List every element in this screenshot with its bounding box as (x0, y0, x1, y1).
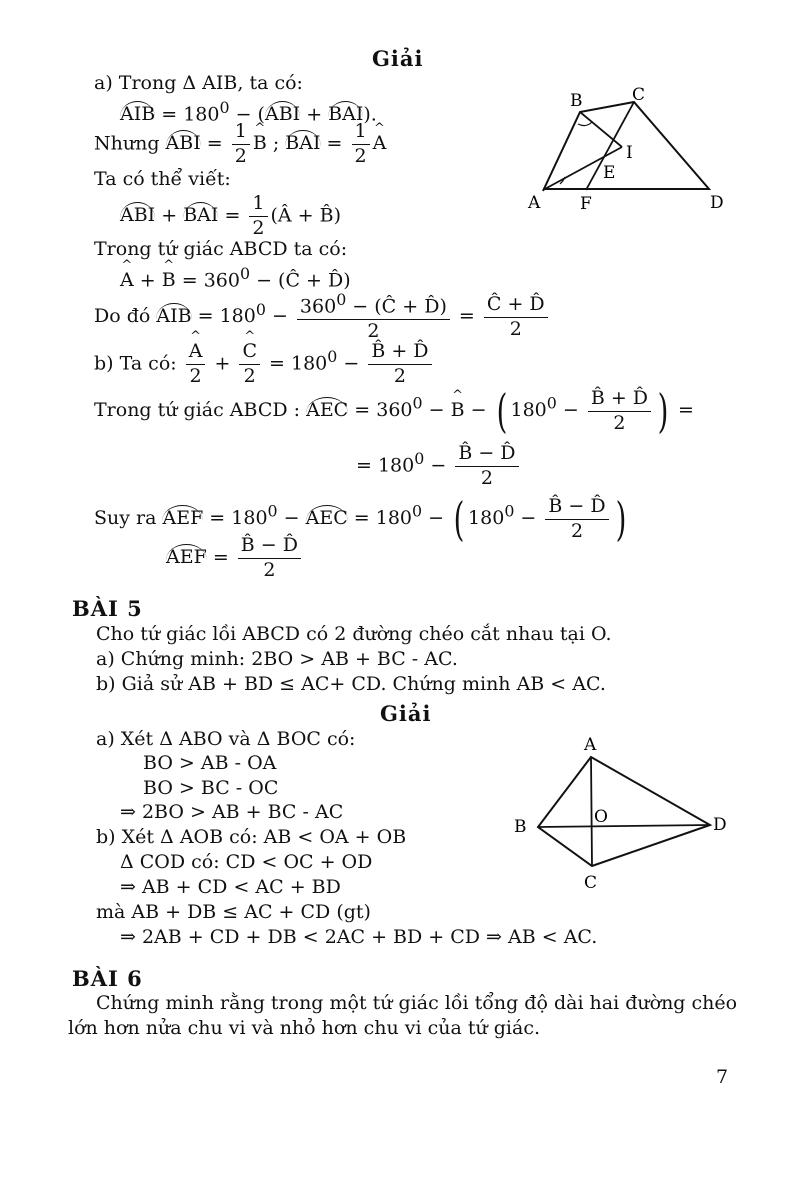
label-c: C (584, 873, 598, 893)
bisector-b (580, 112, 622, 147)
diagonal-bd (538, 825, 710, 827)
page-number: 7 (716, 1066, 729, 1088)
bai5-line-8: mà AB + DB ≤ AC + CD (gt) (96, 901, 371, 923)
label-c: C (632, 85, 646, 105)
ta-co-the-viet: Ta có thể viết: (94, 168, 231, 190)
bai5-line-1: a) Xét Δ ABO và Δ BOC có: (96, 728, 356, 750)
label-a: A (584, 735, 597, 755)
part-a-intro: a) Trong Δ AIB, ta có: (94, 72, 303, 94)
eq-aec: Trong tứ giác ABCD : AEC = $360^0$ − ^ B − ( $180^0$ − $\frac{B̂ + D̂}{2}$ ) = (94, 388, 694, 434)
label-o: O (594, 807, 608, 827)
label-d: D (710, 193, 724, 213)
bai5-heading: BÀI 5 (72, 596, 143, 621)
diagonal-ac (591, 757, 592, 866)
label-e: E (603, 163, 616, 183)
solution-title: Giải (372, 46, 424, 71)
label-b: B (570, 91, 583, 111)
bai5-line-6: Δ COD có: CD < OC + OD (120, 851, 373, 873)
label-d: D (713, 815, 727, 835)
bai5-line-7: ⇒ AB + CD < AC + BD (120, 876, 341, 898)
bai5-statement: Cho tứ giác lồi ABCD có 2 đường chéo cắt nhau tại O. (96, 623, 612, 645)
eq-aib: AIB = $180^0 - (ABI + BAI)$. (120, 98, 377, 126)
eq-do-do: Do đó AIB = $180^0$ − $\frac{360^0 - (Ĉ + D̂)}{2}$ = $\frac{Ĉ + D̂}{2}$ (94, 292, 551, 342)
eq-aef-result: AEF = $\frac{B̂ - D̂}{2}$ (166, 536, 304, 581)
quadrilateral-abcd (538, 757, 710, 866)
eq-a-plus-b: ^ A + ^ $B = 360^0$ − (Ĉ + D̂) (120, 266, 351, 290)
eq-nhung: Nhưng ABI = $\frac{1}{2}$ ^ B ; BAI = $\frac{1}{2}$ ^ A (94, 122, 386, 167)
trapezoid-figure (520, 84, 740, 214)
quadrilateral-figure (510, 732, 740, 897)
bai5-line-3: BO > BC - OC (143, 777, 279, 799)
eq-sum: ABI + BAI = $\frac{1}{2}$ (Â + B̂) (120, 192, 342, 239)
label-a: A (528, 193, 541, 213)
bai5-part-a: a) Chứng minh: 2BO > AB + BC - AC. (96, 648, 458, 670)
bai5-solution-title: Giải (380, 701, 432, 726)
bai5-line-5: b) Xét Δ AOB có: AB < OA + OB (96, 826, 407, 848)
label-f: F (580, 194, 592, 214)
bai5-line-2: BO > AB - OA (143, 752, 277, 774)
bai6-statement-2: lớn hơn nửa chu vi và nhỏ hơn chu vi của tứ giác. (68, 1017, 541, 1039)
bai6-heading: BÀI 6 (72, 966, 143, 991)
eq-aec-result: = $180^0$ − $\frac{B̂ - D̂}{2}$ (356, 444, 522, 489)
bai6-statement-1: Chứng minh rằng trong một tứ giác lồi tổng độ dài hai đường chéo (96, 992, 738, 1014)
bai5-line-4: ⇒ 2BO > AB + BC - AC (120, 801, 344, 823)
eq-b-ta-co: b) Ta có: ^ $\frac{A}{2}$ + ^ $\frac{C}{2}$ = $180^0$ − $\frac{B̂ + D̂}{2}$ (94, 342, 435, 387)
label-i: I (626, 143, 633, 163)
angle-mark-b (578, 122, 592, 126)
bai5-part-b: b) Giả sử AB + BD ≤ AC+ CD. Chứng minh AB < AC. (96, 673, 606, 695)
label-b: B (514, 817, 527, 837)
eq-suy-ra: Suy ra AEF = $180^0$ − AEC = $180^0$ − ( $180^0$ − $\frac{B̂ - D̂}{2}$ ) (94, 492, 626, 546)
bai5-line-9: ⇒ 2AB + CD + DB < 2AC + BD + CD ⇒ AB < AC. (120, 926, 598, 948)
trong-tu-giac: Trong tứ giác ABCD ta có: (94, 238, 348, 260)
